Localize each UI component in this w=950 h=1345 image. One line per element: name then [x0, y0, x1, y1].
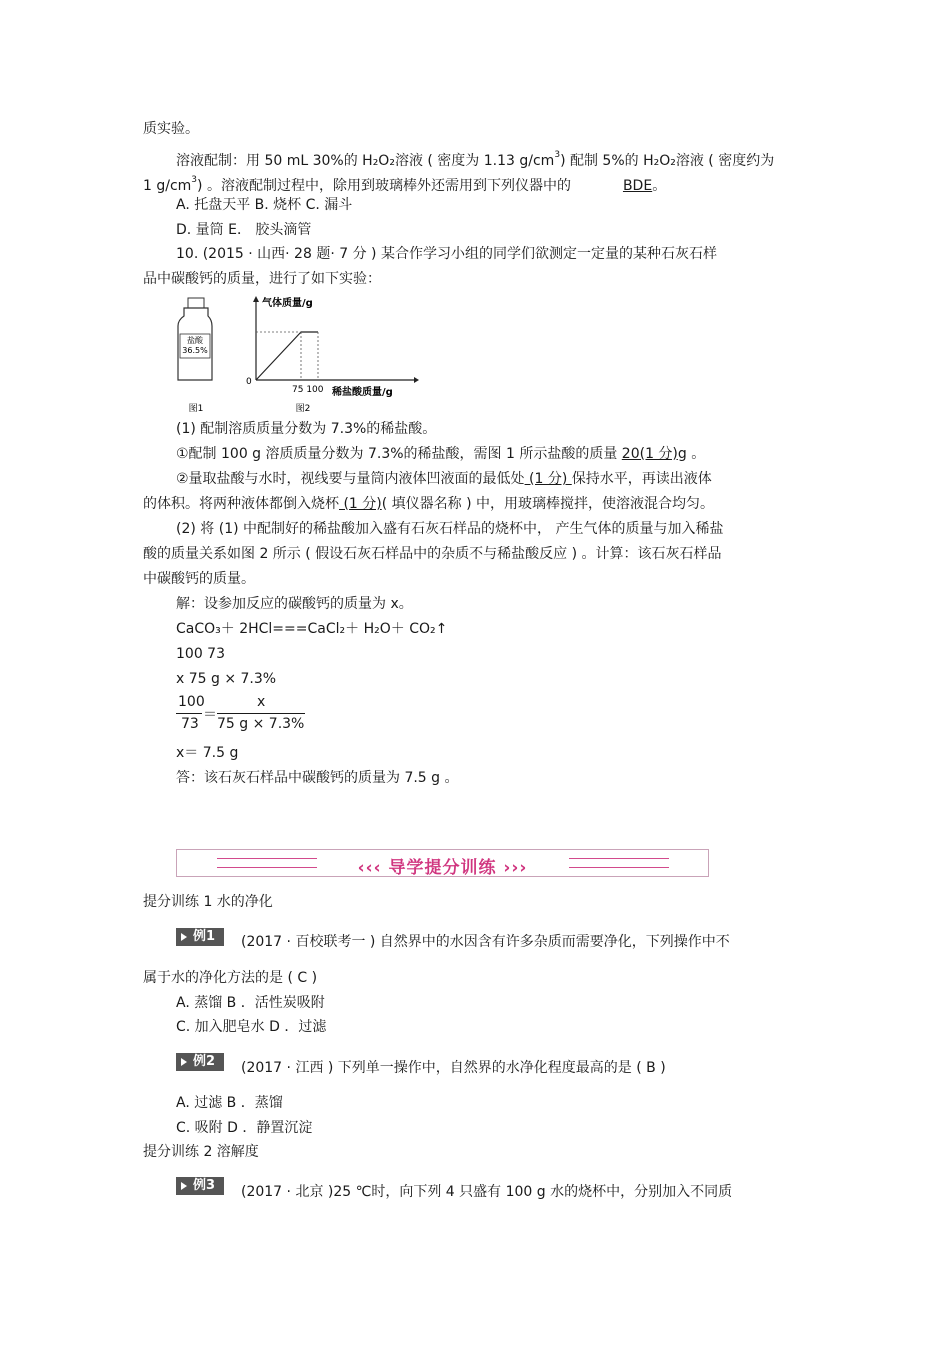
answer-blank: (1 分) [524, 471, 572, 487]
solution-prep-line-1 [176, 146, 774, 170]
part-2-line-3: 中碳酸钙的质量。 [143, 571, 255, 587]
example-1-options-2: C. 加入肥皂水 D ．过滤 [176, 1019, 327, 1035]
bottle-label-concentration: 36.5% [182, 346, 208, 355]
gas-mass-curve-rise [256, 332, 301, 380]
text: 。 [652, 178, 667, 194]
fraction-numerator: x [257, 694, 266, 710]
example-1-tag [176, 928, 224, 946]
fraction-bar [176, 713, 202, 714]
answer-line: 答：该石灰石样品中碳酸钙的质量为 7.5 g 。 [176, 770, 459, 786]
superscript: 3 [554, 150, 561, 160]
example-1-line-1: (2017 · 百校联考一 ) 自然界中的水因含有许多杂质而需要净化，下列操作中不 [241, 934, 730, 950]
example-3-label: 例3 [193, 1178, 216, 1193]
paragraph-continuation: 质实验。 [143, 121, 199, 137]
part-1-title: (1) 配制溶质质量分数为 7.3%的稀盐酸。 [176, 421, 437, 437]
example-1-line-2: 属于水的净化方法的是 ( C ) [143, 970, 318, 986]
equals-sign: ＝ [203, 707, 217, 723]
section-heading-solubility: 提分训练 2 溶解度 [143, 1144, 259, 1160]
text: 1 g/cm [143, 178, 192, 194]
x-axis-arrow [414, 377, 419, 383]
solution-setup: 解：设参加反应的碳酸钙的质量为 x。 [176, 596, 413, 612]
text: 溶液配制：用 50 mL 30%的 H₂O₂溶液 ( 密度为 1.13 g/cm [176, 153, 555, 169]
text: 保持水平，再读出液体 [571, 471, 712, 487]
chemical-equation: CaCO₃＋ 2HCl===CaCl₂＋ H₂O＋ CO₂↑ [176, 621, 448, 637]
y-axis-label: 气体质量/g [262, 298, 313, 309]
experiment-figure [174, 296, 419, 418]
fraction-bar [217, 713, 305, 714]
fraction-denominator: 73 [181, 716, 199, 732]
result-line: x＝ 7.5 g [176, 745, 239, 761]
text: 的体积。将两种液体都倒入烧杯 [143, 496, 339, 512]
molar-mass-row: 100 73 [176, 646, 225, 662]
y-axis-arrow [253, 296, 259, 302]
play-triangle-icon [181, 1058, 187, 1066]
part-1-step-2-cont [143, 495, 714, 513]
example-2-options-2: C. 吸附 D ．静置沉淀 [176, 1120, 313, 1136]
origin-label: 0 [246, 377, 252, 387]
answer-blank: BDE [622, 178, 653, 194]
example-1-options-1: A. 蒸馏 B ．活性炭吸附 [176, 995, 325, 1011]
question-10-line-1: 10. (2015 · 山西· 28 题· 7 分 ) 某合作学习小组的同学们欲测定一定量的某种石灰石样 [176, 246, 717, 262]
text: g 。 [677, 446, 706, 462]
answer-blank: 20(1 分) [621, 446, 678, 462]
example-2-tag [176, 1053, 224, 1071]
answer-blank: (1 分) [339, 496, 382, 512]
part-2-line-1: (2) 将 (1) 中配制好的稀盐酸加入盛有石灰石样品的烧杯中， 产生气体的质量与加入稀盐 [176, 521, 724, 537]
solution-prep-line-2 [143, 171, 666, 195]
part-1-step-2 [176, 470, 712, 488]
example-3-tag [176, 1177, 224, 1195]
figure-1-caption: 图1 [188, 404, 204, 414]
superscript: 3 [191, 175, 198, 185]
figure-svg [174, 296, 419, 414]
section-banner [176, 849, 709, 877]
example-2-options-1: A. 过滤 B ．蒸馏 [176, 1095, 283, 1111]
fraction-numerator: 100 [178, 694, 205, 710]
question-10-line-2: 品中碳酸钙的质量，进行了如下实验： [143, 271, 381, 287]
play-triangle-icon [181, 1182, 187, 1190]
x-tick-labels: 75 100 [292, 385, 324, 395]
x-axis-label: 稀盐酸质量/g [332, 387, 393, 398]
text: ( 填仪器名称 ) 中，用玻璃棒搅拌，使溶液混合均匀。 [381, 496, 715, 512]
text: ②量取盐酸与水时，视线要与量筒内液体凹液面的最低处 [176, 471, 525, 487]
text: ) 。溶液配制过程中，除用到玻璃棒外还需用到下列仪器中的 [197, 178, 571, 194]
play-triangle-icon [181, 933, 187, 941]
options-row-2: D. 量筒 E． 胶头滴管 [176, 222, 312, 238]
part-1-step-1 [176, 445, 705, 463]
example-2-line-1: (2017 · 江西 ) 下列单一操作中，自然界的水净化程度最高的是 ( B ) [241, 1060, 666, 1076]
example-2-label: 例2 [193, 1054, 216, 1069]
quantity-row: x 75 g × 7.3% [176, 671, 277, 687]
example-1-label: 例1 [193, 929, 216, 944]
section-heading-water-purification: 提分训练 1 水的净化 [143, 894, 273, 910]
banner-title: ‹‹‹ 导学提分训练 ››› [357, 858, 528, 878]
bottle-label-acid: 盐酸 [187, 336, 203, 345]
example-3-line-1: (2017 · 北京 )25 ℃时，向下列 4 只盛有 100 g 水的烧杯中，分别加入不同质 [241, 1184, 733, 1200]
figure-2-caption: 图2 [295, 404, 311, 414]
options-row-1: A. 托盘天平 B. 烧杯 C. 漏斗 [176, 197, 353, 213]
text: ) 配制 5%的 H₂O₂溶液 ( 密度约为 [560, 153, 775, 169]
fraction-denominator: 75 g × 7.3% [217, 716, 305, 732]
part-2-line-2: 酸的质量关系如图 2 所示 ( 假设石灰石样品中的杂质不与稀盐酸反应 ) 。计算：该石灰石样品 [143, 546, 722, 562]
text: ①配制 100 g 溶质质量分数为 7.3%的稀盐酸，需图 1 所示盐酸的质量 [176, 446, 622, 462]
